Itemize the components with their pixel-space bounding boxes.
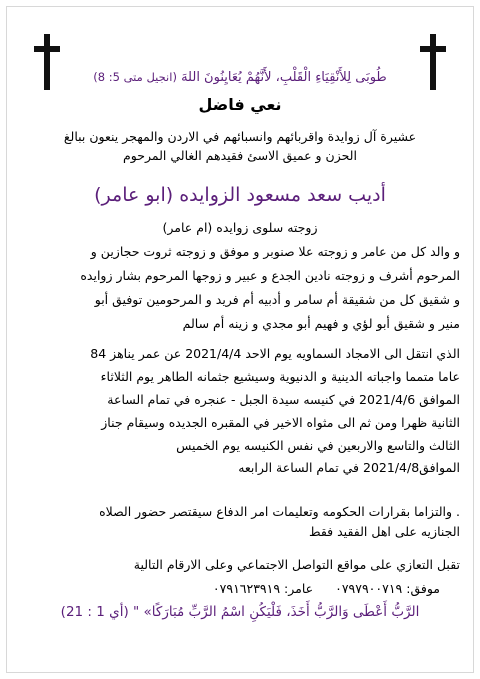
- details-line: الثانية ظهرا ومن ثم الى مثواه الاخير في المقبره الجديده وسيقام جناز: [101, 415, 460, 430]
- intro-line: الحزن و عميق الاسئ فقيدهم الغالي المرحوم: [123, 148, 357, 163]
- notice-line: . والتزاما بقرارات الحكومه وتعليمات امر الدفاع سيقتصر حضور الصلاه: [99, 504, 460, 519]
- closing-verse: الرَّبُّ أَعْطَى وَالرَّبُّ أَخَذَ، فَلْيَكُنِ اسْمُ الرَّبِّ مُبَارَكًا» " (أي 1 : 21): [60, 604, 420, 620]
- opening-verse-reference: (انجيل متى 5: 8): [93, 70, 177, 84]
- contacts-row: [40, 580, 440, 598]
- contact-number: ٠٧٩٧٩٠٠٧١٩: [335, 581, 403, 596]
- details-line: الثالث والتاسع والاربعين في نفس الكنيسه يوم الخميس: [176, 438, 460, 453]
- contact-number: ٠٧٩١٦٢٣٩١٩: [212, 581, 281, 596]
- details-line: الموافق2021/4/8 في تمام الساعة الرابعه: [238, 460, 460, 475]
- cross-icon: [420, 34, 446, 90]
- condolence-line: تقبل التعازي على مواقع التواصل الاجتماعي وعلى الارقام التالية: [133, 557, 460, 572]
- contact-label: عامر:: [284, 581, 314, 596]
- opening-verse: [66, 68, 414, 87]
- family-line: و شقيق كل من شقيقة أم سامر و أدبيه أم فريد و المرحومين توفيق أبو: [94, 292, 460, 307]
- family-line: منير و شقيق أبو لؤي و فهيم أبو مجدي و زينه أم سالم: [182, 316, 460, 331]
- wife-line: زوجته سلوى زوايده (ام عامر): [162, 220, 318, 235]
- contact-entry: [213, 580, 313, 598]
- deceased-name: أديب سعد مسعود الزوايده (ابو عامر): [94, 184, 386, 206]
- intro-line: عشيرة آل زوايدة واقربائهم وانسبائهم في الاردن والمهجر ينعون ببالغ: [63, 129, 417, 144]
- family-line: المرحوم أشرف و زوجته نادين الجدع و عبير و زوجها المرحوم بشار زوايده: [80, 268, 460, 283]
- contact-entry: [335, 580, 440, 598]
- details-line: الذي انتقل الى الامجاد السماويه يوم الاحد 2021/4/4 عن عمر يناهز 84: [90, 346, 460, 361]
- opening-verse-text: طُوبَى لِلأَنْقِيَاءِ الْقَلْبِ، لأَنَّهُمْ يُعَايِنُونَ اللهَ: [181, 70, 387, 85]
- details-line: عاما متمما واجباته الدينية و الدنيوية وسيشيع جثمانه الطاهر يوم الثلاثاء: [100, 369, 460, 384]
- details-line: الموافق 2021/4/6 في كنيسه سيدة الجبل - عنجره في تمام الساعة: [107, 392, 460, 407]
- page-title: نعي فاضل: [198, 95, 282, 114]
- notice-line: الجنازيه على اهل الفقيد فقط: [308, 524, 460, 539]
- family-line: و والد كل من عامر و زوجته علا صنوبر و موفق و زوجته ثروت حجازين و: [90, 244, 460, 259]
- contact-label: موفق:: [406, 581, 440, 596]
- cross-icon: [34, 34, 60, 90]
